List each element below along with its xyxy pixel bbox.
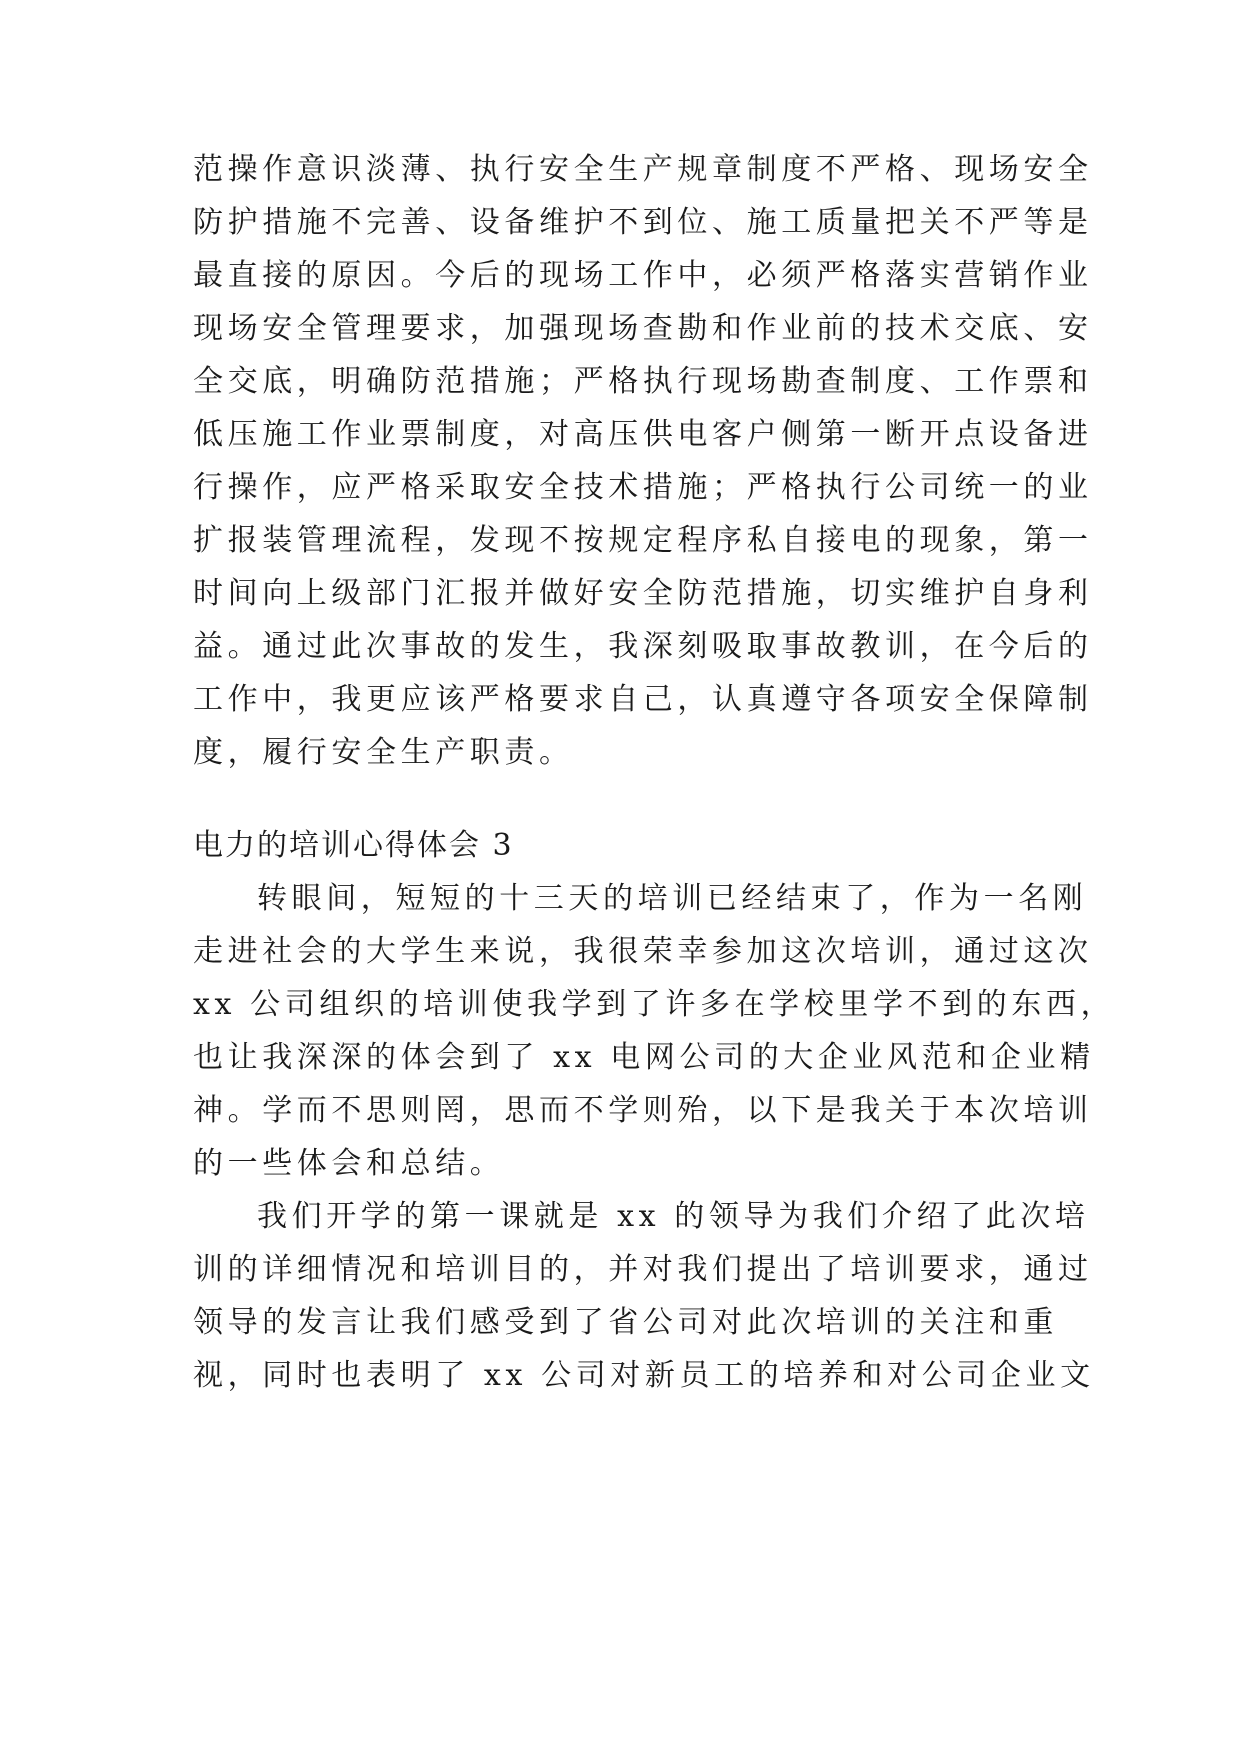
text-line: 的一些体会和总结。 xyxy=(193,1146,505,1181)
text-line: 也让我深深的体会到了 xx 电网公司的大企业风范和企业精 xyxy=(193,1040,1095,1075)
text-line: 益。通过此次事故的发生，我深刻吸取事故教训，在今后的 xyxy=(193,629,1093,664)
text-line: 防护措施不完善、设备维护不到位、施工质量把关不严等是 xyxy=(193,205,1093,240)
text-line: xx 公司组织的培训使我学到了许多在学校里学不到的东西， xyxy=(193,987,1116,1022)
text-line: 全交底，明确防范措施；严格执行现场勘查制度、工作票和 xyxy=(193,364,1093,399)
text-line: 度，履行安全生产职责。 xyxy=(193,735,574,770)
text-line: 工作中，我更应该严格要求自己，认真遵守各项安全保障制 xyxy=(193,682,1093,717)
text-line: 扩报装管理流程，发现不按规定程序私自接电的现象，第一 xyxy=(193,523,1093,558)
text-line: 我们开学的第一课就是 xx 的领导为我们介绍了此次培 xyxy=(257,1199,1090,1234)
text-line: 时间向上级部门汇报并做好安全防范措施，切实维护自身利 xyxy=(193,576,1093,611)
text-line: 走进社会的大学生来说，我很荣幸参加这次培训，通过这次 xyxy=(193,934,1093,969)
text-line: 转眼间，短短的十三天的培训已经结束了，作为一名刚 xyxy=(257,881,1088,916)
text-line: 训的详细情况和培训目的，并对我们提出了培训要求，通过 xyxy=(193,1252,1093,1287)
text-line: 低压施工作业票制度，对高压供电客户侧第一断开点设备进 xyxy=(193,417,1093,452)
section-heading: 电力的培训心得体会 3 xyxy=(193,828,514,863)
text-line: 视，同时也表明了 xx 公司对新员工的培养和对公司企业文 xyxy=(193,1358,1095,1393)
text-line: 最直接的原因。今后的现场工作中，必须严格落实营销作业 xyxy=(193,258,1093,293)
text-line: 领导的发言让我们感受到了省公司对此次培训的关注和重 xyxy=(193,1305,1058,1340)
text-line: 神。学而不思则罔，思而不学则殆，以下是我关于本次培训 xyxy=(193,1093,1093,1128)
text-line: 现场安全管理要求，加强现场查勘和作业前的技术交底、安 xyxy=(193,311,1093,346)
text-line: 范操作意识淡薄、执行安全生产规章制度不严格、现场安全 xyxy=(193,152,1093,187)
text-line: 行操作，应严格采取安全技术措施；严格执行公司统一的业 xyxy=(193,470,1093,505)
